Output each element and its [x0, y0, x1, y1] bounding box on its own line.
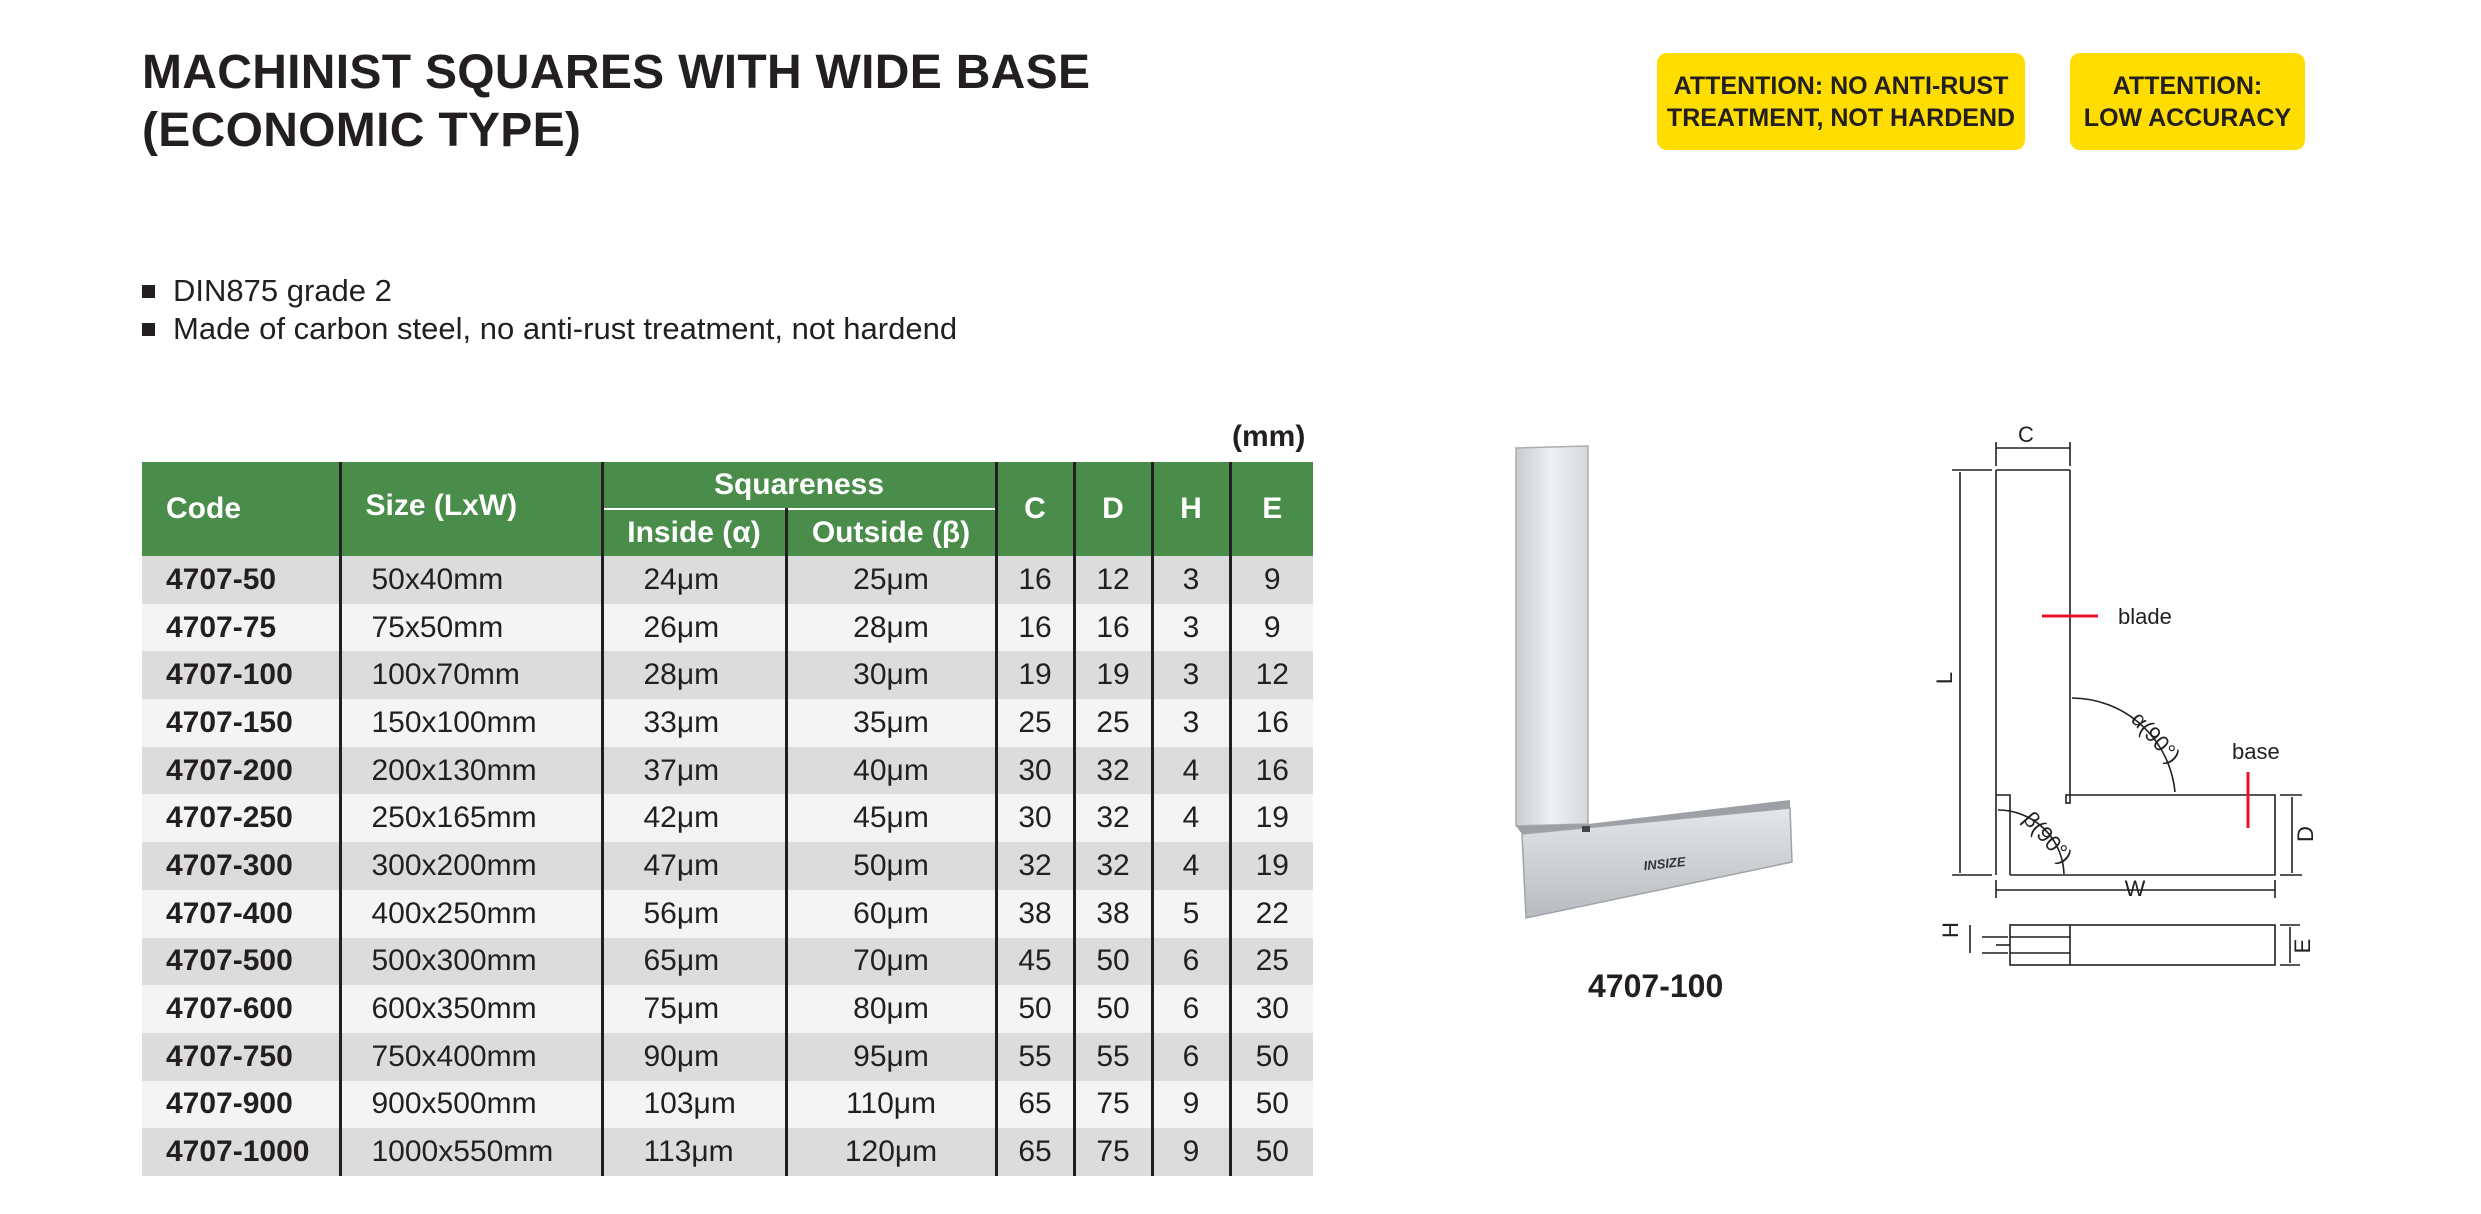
header-outside: Outside (β)	[786, 509, 996, 556]
cell-d: 75	[1074, 1081, 1152, 1129]
cell-c: 38	[996, 890, 1074, 938]
cell-inside: 42μm	[602, 794, 786, 842]
cell-outside: 110μm	[786, 1081, 996, 1129]
cell-size: 400x250mm	[340, 890, 602, 938]
cell-h: 6	[1152, 1033, 1230, 1081]
cell-size: 500x300mm	[340, 938, 602, 986]
technical-drawing	[1930, 420, 2350, 980]
header-c: C	[996, 462, 1074, 556]
cell-d: 32	[1074, 794, 1152, 842]
cell-d: 38	[1074, 890, 1152, 938]
cell-code: 4707-600	[142, 985, 340, 1033]
cell-inside: 26μm	[602, 604, 786, 652]
attention-badge-no-anti-rust	[1657, 53, 2025, 150]
cell-inside: 37μm	[602, 747, 786, 795]
table-row	[142, 699, 1313, 747]
table-row	[142, 651, 1313, 699]
cell-code: 4707-200	[142, 747, 340, 795]
cell-inside: 90μm	[602, 1033, 786, 1081]
cell-h: 4	[1152, 794, 1230, 842]
cell-code: 4707-50	[142, 556, 340, 604]
cell-d: 16	[1074, 604, 1152, 652]
cell-h: 9	[1152, 1081, 1230, 1129]
cell-e: 30	[1230, 985, 1313, 1033]
dim-w-label: W	[2124, 876, 2146, 901]
header-squareness: Squareness	[602, 462, 996, 509]
cell-size: 150x100mm	[340, 699, 602, 747]
header-e: E	[1230, 462, 1313, 556]
table-row	[142, 985, 1313, 1033]
spec-table-body	[142, 556, 1313, 1176]
cell-e: 50	[1230, 1128, 1313, 1176]
cell-size: 750x400mm	[340, 1033, 602, 1081]
table-row	[142, 842, 1313, 890]
cell-d: 19	[1074, 651, 1152, 699]
cell-size: 200x130mm	[340, 747, 602, 795]
cell-e: 50	[1230, 1033, 1313, 1081]
cell-outside: 60μm	[786, 890, 996, 938]
cell-size: 100x70mm	[340, 651, 602, 699]
cell-d: 32	[1074, 842, 1152, 890]
header-h: H	[1152, 462, 1230, 556]
cell-h: 6	[1152, 938, 1230, 986]
attention-badge-low-accuracy	[2070, 53, 2305, 150]
cell-e: 19	[1230, 794, 1313, 842]
cell-e: 9	[1230, 556, 1313, 604]
cell-outside: 120μm	[786, 1128, 996, 1176]
cell-code: 4707-900	[142, 1081, 340, 1129]
dim-l-label: L	[1932, 671, 1957, 685]
title-line-2: (ECONOMIC TYPE)	[142, 104, 582, 157]
badge-line: LOW ACCURACY	[2083, 103, 2292, 132]
cell-size: 1000x550mm	[340, 1128, 602, 1176]
cell-c: 25	[996, 699, 1074, 747]
cell-h: 6	[1152, 985, 1230, 1033]
page-title	[142, 44, 1090, 160]
blade-label: blade	[2118, 604, 2172, 629]
cell-outside: 28μm	[786, 604, 996, 652]
cell-h: 3	[1152, 699, 1230, 747]
table-row	[142, 794, 1313, 842]
cell-d: 25	[1074, 699, 1152, 747]
cell-size: 75x50mm	[340, 604, 602, 652]
cell-size: 300x200mm	[340, 842, 602, 890]
cell-inside: 33μm	[602, 699, 786, 747]
header-size: Size (LxW)	[340, 462, 602, 556]
unit-label: (mm)	[1232, 420, 1306, 453]
badge-line: ATTENTION:	[2112, 71, 2263, 100]
cell-d: 55	[1074, 1033, 1152, 1081]
table-row	[142, 556, 1313, 604]
cell-code: 4707-300	[142, 842, 340, 890]
cell-c: 50	[996, 985, 1074, 1033]
cell-e: 22	[1230, 890, 1313, 938]
cell-size: 900x500mm	[340, 1081, 602, 1129]
cell-inside: 47μm	[602, 842, 786, 890]
cell-code: 4707-75	[142, 604, 340, 652]
cell-d: 32	[1074, 747, 1152, 795]
cell-outside: 80μm	[786, 985, 996, 1033]
spec-table	[142, 462, 1313, 1176]
feature-item	[142, 272, 957, 310]
cell-h: 3	[1152, 556, 1230, 604]
cell-d: 50	[1074, 985, 1152, 1033]
cell-c: 55	[996, 1033, 1074, 1081]
cell-outside: 35μm	[786, 699, 996, 747]
cell-inside: 103μm	[602, 1081, 786, 1129]
cell-c: 30	[996, 747, 1074, 795]
feature-list	[142, 272, 957, 348]
cell-e: 19	[1230, 842, 1313, 890]
table-row	[142, 1033, 1313, 1081]
bullet-square-icon	[142, 285, 155, 298]
cell-c: 16	[996, 556, 1074, 604]
cell-d: 12	[1074, 556, 1152, 604]
cell-c: 16	[996, 604, 1074, 652]
cell-outside: 45μm	[786, 794, 996, 842]
cell-size: 600x350mm	[340, 985, 602, 1033]
cell-h: 3	[1152, 651, 1230, 699]
feature-item	[142, 310, 957, 348]
cell-outside: 30μm	[786, 651, 996, 699]
cell-c: 65	[996, 1128, 1074, 1176]
beta-angle-label: β(90°)	[2018, 806, 2078, 869]
cell-outside: 70μm	[786, 938, 996, 986]
cell-c: 19	[996, 651, 1074, 699]
cell-inside: 75μm	[602, 985, 786, 1033]
cell-c: 65	[996, 1081, 1074, 1129]
header-inside: Inside (α)	[602, 509, 786, 556]
dim-h-label: H	[1938, 922, 1963, 938]
cell-inside: 56μm	[602, 890, 786, 938]
cell-inside: 113μm	[602, 1128, 786, 1176]
table-row	[142, 890, 1313, 938]
cell-outside: 25μm	[786, 556, 996, 604]
table-row	[142, 747, 1313, 795]
cell-code: 4707-1000	[142, 1128, 340, 1176]
header-d: D	[1074, 462, 1152, 556]
cell-outside: 40μm	[786, 747, 996, 795]
cell-c: 45	[996, 938, 1074, 986]
cell-e: 16	[1230, 747, 1313, 795]
cell-h: 4	[1152, 842, 1230, 890]
cell-c: 30	[996, 794, 1074, 842]
table-row	[142, 604, 1313, 652]
cell-size: 250x165mm	[340, 794, 602, 842]
cell-e: 50	[1230, 1081, 1313, 1129]
cell-d: 50	[1074, 938, 1152, 986]
cell-inside: 24μm	[602, 556, 786, 604]
cell-e: 9	[1230, 604, 1313, 652]
table-row	[142, 938, 1313, 986]
cell-e: 12	[1230, 651, 1313, 699]
title-line-1: MACHINIST SQUARES WITH WIDE BASE	[142, 46, 1091, 99]
square-product-photo	[1500, 440, 1820, 940]
cell-d: 75	[1074, 1128, 1152, 1176]
cell-e: 16	[1230, 699, 1313, 747]
feature-text: DIN875 grade 2	[173, 273, 392, 308]
cell-outside: 95μm	[786, 1033, 996, 1081]
dim-d-label: D	[2293, 826, 2318, 842]
cell-code: 4707-400	[142, 890, 340, 938]
badge-line: TREATMENT, NOT HARDEND	[1666, 103, 2016, 132]
cell-code: 4707-500	[142, 938, 340, 986]
cell-code: 4707-750	[142, 1033, 340, 1081]
header-code: Code	[142, 462, 340, 556]
dim-e-label: E	[2290, 938, 2315, 954]
cell-h: 5	[1152, 890, 1230, 938]
cell-e: 25	[1230, 938, 1313, 986]
cell-h: 3	[1152, 604, 1230, 652]
alpha-angle-label: α(90°)	[2126, 706, 2186, 769]
table-row	[142, 1128, 1313, 1176]
cell-h: 4	[1152, 747, 1230, 795]
base-label: base	[2232, 739, 2280, 764]
cell-inside: 28μm	[602, 651, 786, 699]
cell-h: 9	[1152, 1128, 1230, 1176]
cell-code: 4707-100	[142, 651, 340, 699]
dim-c-label: C	[2018, 422, 2034, 447]
cell-c: 32	[996, 842, 1074, 890]
bullet-square-icon	[142, 323, 155, 336]
cell-outside: 50μm	[786, 842, 996, 890]
table-row	[142, 1081, 1313, 1129]
feature-text: Made of carbon steel, no anti-rust treatment, not hardend	[173, 311, 958, 346]
cell-code: 4707-150	[142, 699, 340, 747]
brand-mark: INSIZE	[1642, 853, 1687, 874]
photo-caption: 4707-100	[1588, 968, 1724, 1004]
badge-line: ATTENTION: NO ANTI-RUST	[1673, 71, 2009, 100]
cell-inside: 65μm	[602, 938, 786, 986]
cell-size: 50x40mm	[340, 556, 602, 604]
cell-code: 4707-250	[142, 794, 340, 842]
